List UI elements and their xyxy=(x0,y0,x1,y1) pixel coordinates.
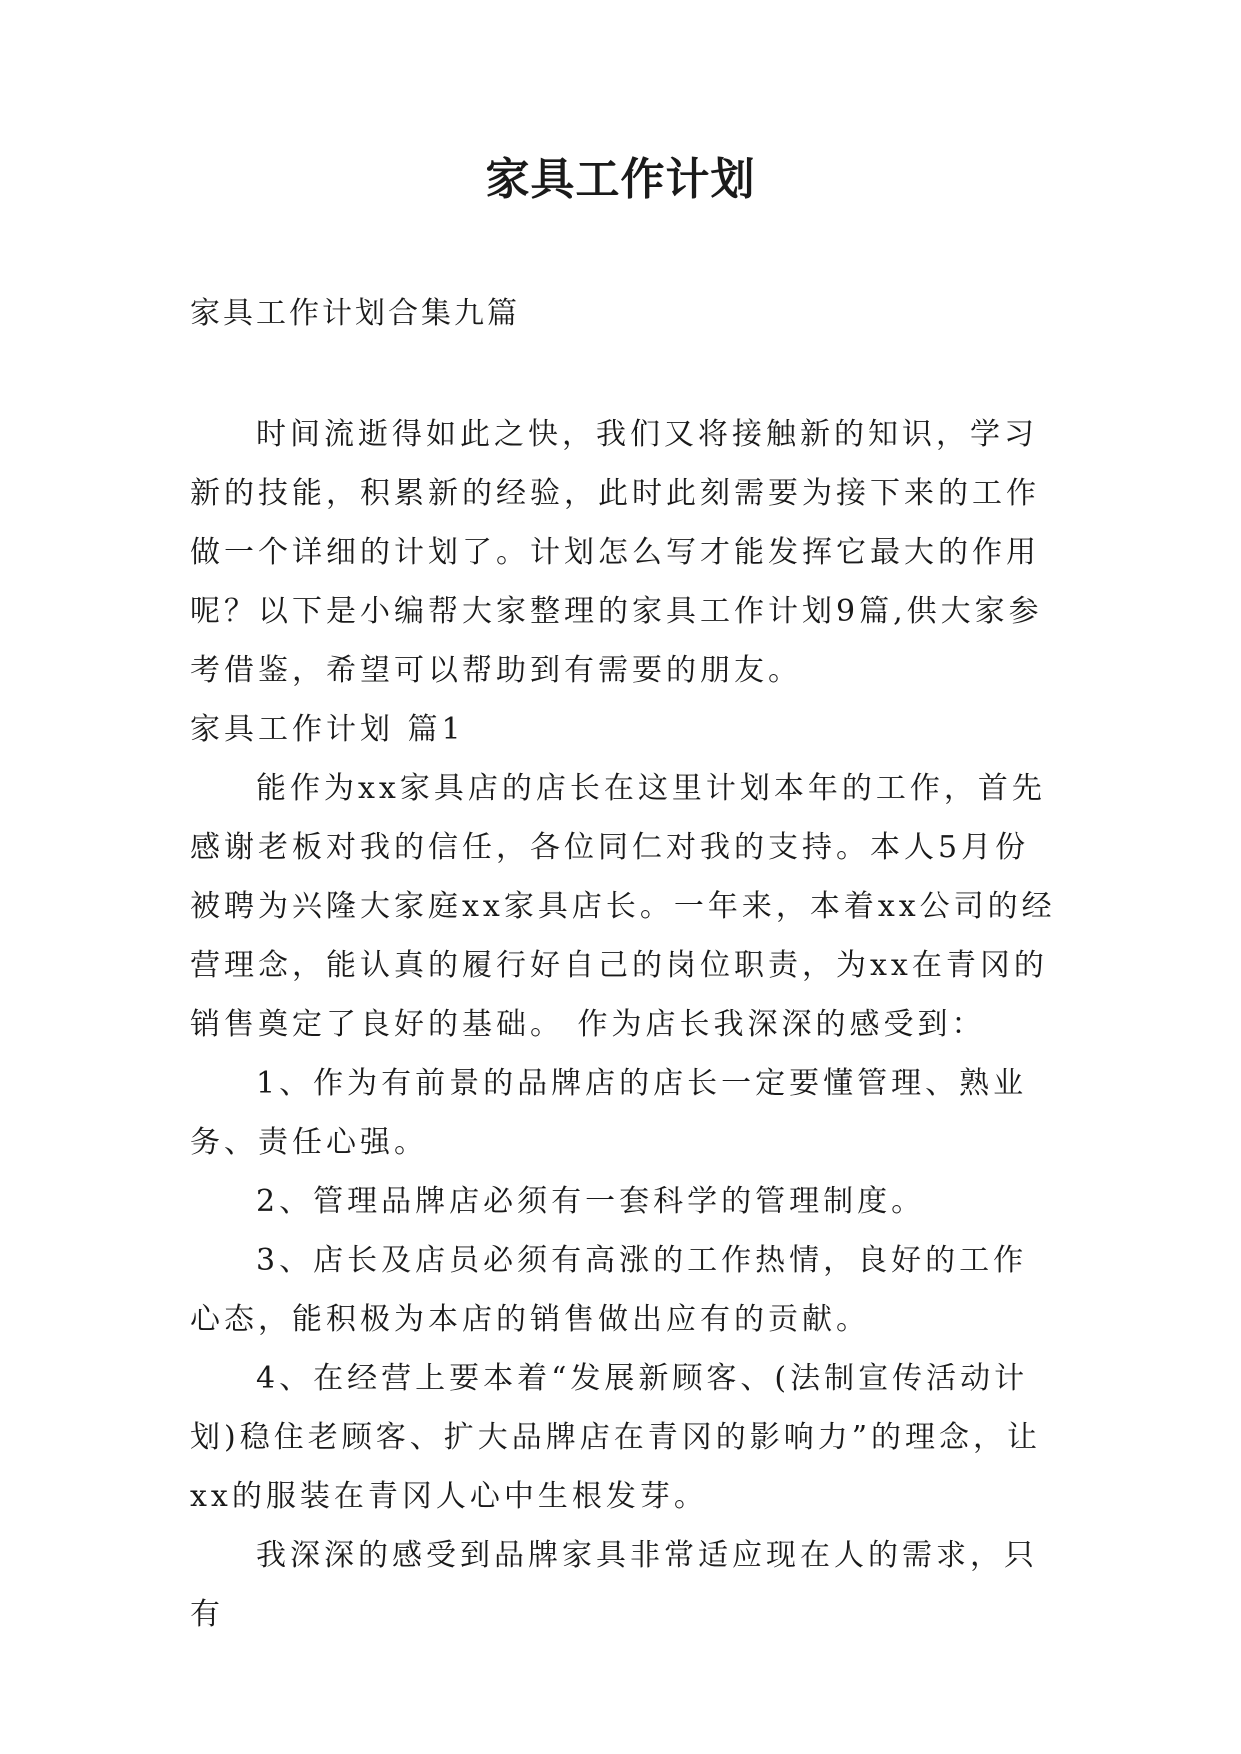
document-subtitle: 家具工作计划合集九篇 xyxy=(190,296,520,331)
list-item: 4、在经营上要本着“发展新顾客、(法制宣传活动计划)稳住老顾客、扩大品牌店在青冈的影响力”的理念，让xx的服装在青冈人心中生根发芽。 xyxy=(190,1361,1042,1514)
list-item: 3、店长及店员必须有高涨的工作热情，良好的工作心态，能积极为本店的销售做出应有的贡献。 xyxy=(190,1243,1028,1337)
list-item: 1、作为有前景的品牌店的店长一定要懂管理、熟业务、责任心强。 xyxy=(190,1066,1028,1160)
paragraph-intro: 时间流逝得如此之快，我们又将接触新的知识，学习新的技能，积累新的经验，此时此刻需要为接下来的工作做一个详细的计划了。计划怎么写才能发挥它最大的作用呢？以下是小编帮大家整理的家具工作计划9篇,供大家参考借鉴，希望可以帮助到有需要的朋友。 xyxy=(190,417,1043,688)
paragraph: 我深深的感受到品牌家具非常适应现在人的需求，只有 xyxy=(190,1538,1038,1632)
list-item: 2、管理品牌店必须有一套科学的管理制度。 xyxy=(256,1184,926,1219)
document-title: 家具工作计划 xyxy=(485,154,756,205)
document-body xyxy=(190,405,1060,1644)
paragraph: 能作为xx家具店的店长在这里计划本年的工作，首先感谢老板对我的信任，各位同仁对我的支持。本人5月份被聘为兴隆大家庭xx家具店长。一年来，本着xx公司的经营理念，能认真的履行好自己的岗位职责，为xx在青冈的销售奠定了良好的基础。 作为店长我深深的感受到： xyxy=(190,771,1056,1042)
section-heading: 家具工作计划 篇1 xyxy=(190,712,465,747)
